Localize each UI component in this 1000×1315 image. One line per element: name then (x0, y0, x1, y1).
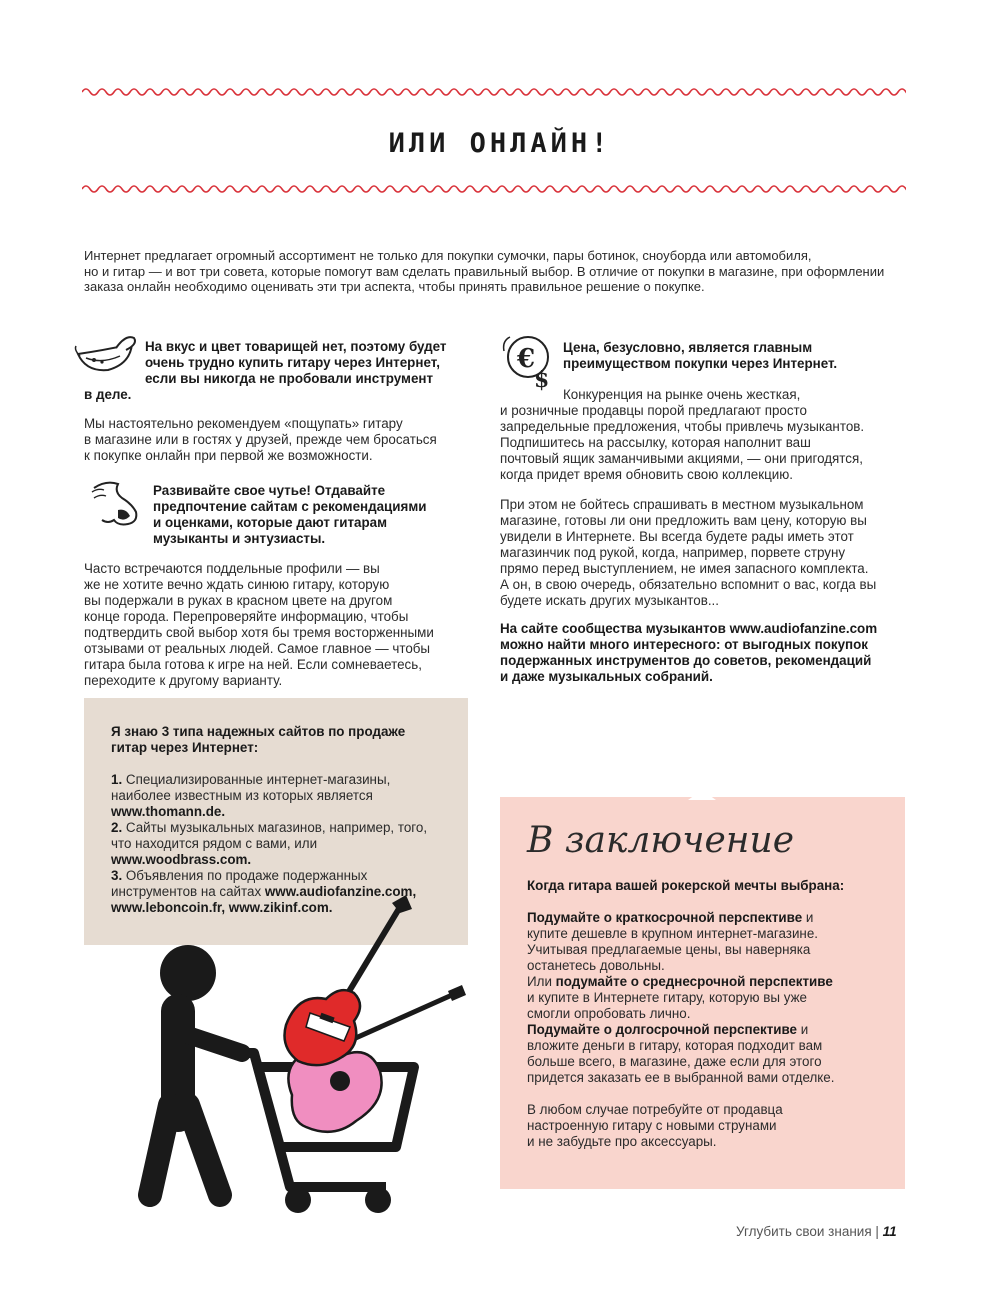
taste-body: Мы настоятельно рекомендуем «пощупать» гитару в магазине или в гостях у друзей, прежде чем бросаться к покупке онлайн при первой же возможности. (84, 416, 437, 463)
trusted-sites-content: Я знаю 3 типа надежных сайтов по продаже гитар через Интернет: 1. Специализированные интернет-магазины, наиболее известным из которых является www.thomann.de. 2. Сайты музыкальных магазинов, например, того, что находится рядом с вами, или www.woodbrass.com. 3. Объявления по продаже подержанных инструментов на сайтах www.audiofanzine.com, www.leboncoin.fr, www.zikinf.com. (111, 724, 428, 915)
page-title: ИЛИ ОНЛАЙН! (388, 128, 612, 159)
conclusion-content: Когда гитара вашей рокерской мечты выбрана: Подумайте о краткосрочной перспективе и купите дешевле в крупном интернет-магазине. Учитывая предлагаемые цены, вы наверняка останетесь довольны. Или подумайте о среднесрочной перспективе и купите в Интернете гитару, которую вы уже смогли опробовать лично. Подумайте о долгосрочной перспективе и вложите деньги в гитару, которая подходит вам больше всего, в магазине, даже если для этого придется заказать ее в выбранной вами отделке. В любом случае потребуйте от продавца настроенную гитару с новыми струнами и не забудьте про аксессуары. (527, 878, 845, 1149)
mortar-icon (72, 330, 140, 378)
shopping-cart-illustration (130, 895, 470, 1215)
top-wave-divider (82, 84, 906, 100)
svg-text:$: $ (534, 367, 550, 391)
page-footer: Углубить свои знания | 11 (736, 1224, 897, 1239)
price-body-1: Конкуренция на рынке очень жесткая, и розничные продавцы порой предлагают просто запредельные предложения, чтобы привлечь музыкантов. Подпишитесь на рассылку, которая наполнит ваш почтовый ящик заманчивыми акциями, — они пригодятся, когда придет время обновить свою коллекцию. (500, 387, 865, 482)
shopping-cart-person-icon (150, 945, 242, 1195)
flair-heading: Развивайте свое чутье! Отдавайте предпочтение сайтам с рекомендациями и оценками, которые дают гитарам музыканты и энтузиасты. (153, 483, 427, 546)
flair-body: Часто встречаются поддельные профили — вы же не хотите вечно ждать синюю гитару, которую вы подержали в руках в красном цвете на другом конце города. Перепроверяйте информацию, чтобы подтвердить свой выбор хотя бы тремя восторженными отзывами от реальных людей. Самое главное — чтобы гитара была готова к игре на ней. Если сомневаетесь, переходите к другому варианту. (84, 561, 434, 688)
electric-guitar-icon (285, 895, 413, 1065)
nose-icon (88, 478, 144, 530)
page-number: 11 (882, 1224, 897, 1239)
svg-text:€: € (517, 344, 536, 374)
intro-line: Интернет предлагает огромный ассортимент не только для покупки сумочки, пары ботинок, сноуборда или автомобиля, (84, 248, 812, 263)
taste-heading-end: в деле. (84, 387, 132, 402)
currency-icon (500, 331, 560, 391)
price-heading: Цена, безусловно, является главным преимуществом покупки через Интернет. (563, 340, 838, 371)
intro-paragraph (84, 248, 914, 295)
price-body-3: На сайте сообщества музыкантов www.audiofanzine.com можно найти много интересного: от выгодных покупок подержанных инструментов до советов, рекомендаций и даже музыкальных собраний. (500, 621, 878, 684)
taste-heading: На вкус и цвет товарищей нет, поэтому будет очень трудно купить гитару через Интернет, если вы никогда не пробовали инструмент (145, 339, 447, 386)
intro-line: но и гитар — и вот три совета, которые помогут вам сделать правильный выбор. В отличие от покупки в магазине, при оформлении (84, 263, 885, 279)
price-body-2: При этом не бойтесь спрашивать в местном музыкальном магазине, готовы ли они предложить вам цену, которую вы увидели в Интернете. Вы всегда будете рады иметь этот магазинчик под рукой, когда, например, порвете струну прямо перед выступлением, не имея запасного комплекта. А он, в свою очередь, обязательно вспомнит о вас, когда вы будете искать других музыкантов... (500, 497, 877, 608)
bottom-wave-divider (82, 181, 906, 197)
intro-line: заказа онлайн необходимо оценивать эти три аспекта, чтобы принять правильное решение о покупке. (84, 279, 705, 294)
conclusion-notch (688, 790, 716, 800)
conclusion-title: В заключение (527, 820, 795, 861)
